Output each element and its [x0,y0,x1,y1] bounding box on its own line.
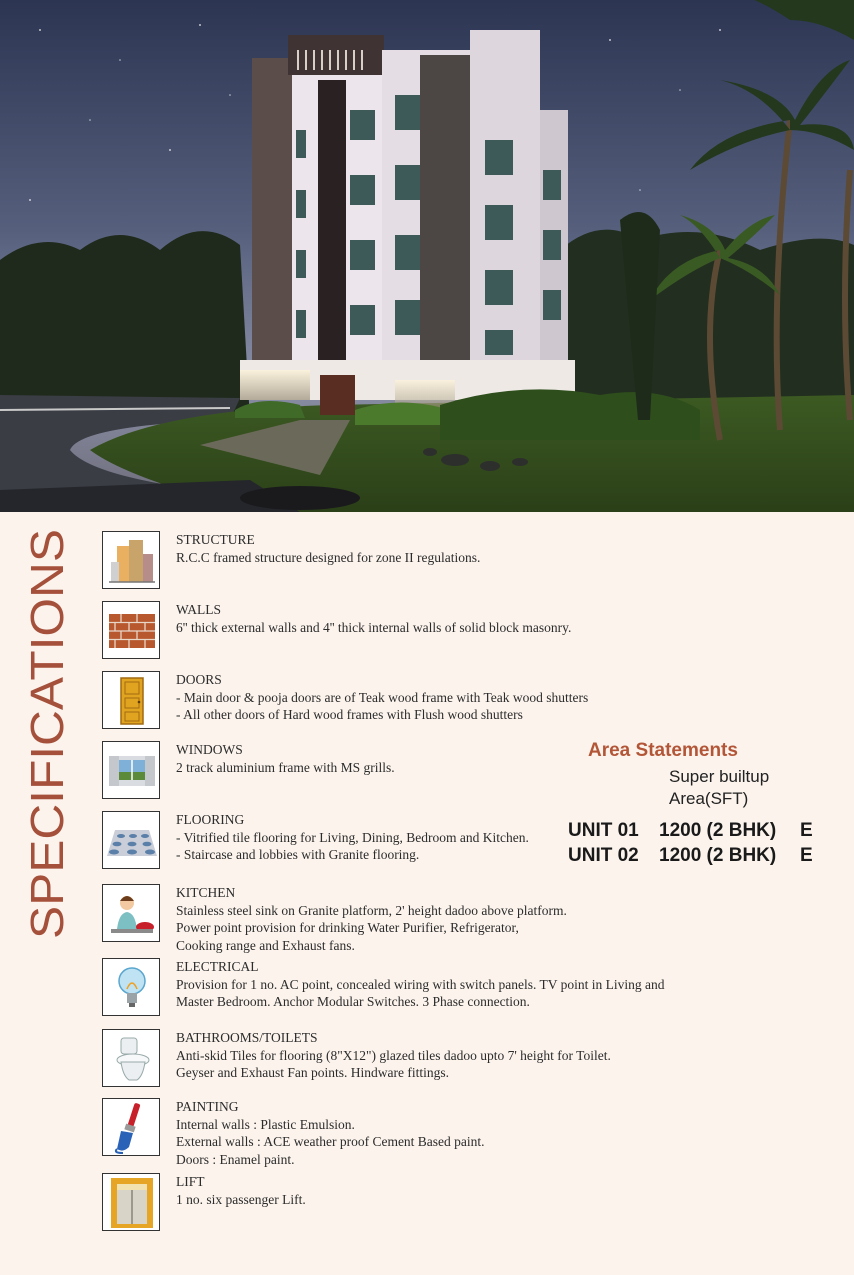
brick-wall-icon [102,601,160,659]
spec-electrical-text [176,958,736,1011]
spec-structure-text [176,531,736,566]
spec-title: WALLS [176,602,221,617]
spec-line: - Main door & pooja doors are of Teak wood frame with Teak wood shutters [176,689,589,705]
spec-line: Master Bedroom. Anchor Modular Switches. 3 Phase connection. [176,994,530,1009]
spec-walls-text [176,601,736,636]
door-icon [102,671,160,729]
unit-facing: E [800,845,813,866]
building-rendering [0,0,854,512]
spec-title: LIFT [176,1174,205,1189]
area-header-line2: Area(SFT) [669,789,749,808]
kitchen-icon [102,884,160,942]
spec-line: 6'' thick external walls and 4'' thick internal walls of solid block masonry. [176,619,572,635]
spec-title: KITCHEN [176,885,236,900]
spec-line: Stainless steel sink on Granite platform, 2' height dadoo above platform. [176,902,567,918]
spec-line: Anti-skid Tiles for flooring (8"X12") glazed tiles dadoo upto 7' height for Toilet. [176,1047,611,1063]
toilet-icon [102,1029,160,1087]
unit-facing: E [800,820,813,841]
spec-bathrooms-text [176,1029,736,1082]
specifications-heading [15,528,75,940]
spec-painting-text [176,1098,736,1168]
spec-kitchen-text [176,884,736,954]
spec-line: - All other doors of Hard wood frames with Flush wood shutters [176,707,523,722]
spec-title: BATHROOMS/TOILETS [176,1030,318,1045]
unit-area: 1200 (2 BHK) [659,845,777,866]
area-column-header [669,766,769,810]
spec-line: 2 track aluminium frame with MS grills. [176,759,395,775]
unit-area: 1200 (2 BHK) [659,820,777,841]
spec-doors-text [176,671,736,724]
spec-line: External walls : ACE weather proof Cement Based paint. [176,1134,485,1149]
spec-title: DOORS [176,672,222,687]
window-icon [102,741,160,799]
elevator-icon [102,1173,160,1231]
specifications-heading-text: SPECIFICATIONS [21,559,73,939]
spec-flooring-text [176,811,736,864]
area-statements-title: Area Statements [588,740,738,761]
unit-label: UNIT 02 [568,845,639,866]
spec-line: Cooking range and Exhaust fans. [176,937,355,953]
spec-line: Provision for 1 no. AC point, concealed wiring with switch panels. TV point in Living and [176,976,665,992]
building-icon [102,531,160,589]
spec-line: Power point provision for drinking Water Purifier, Refrigerator, [176,920,519,935]
floor-tile-icon [102,811,160,869]
spec-line: - Staircase and lobbies with Granite flooring. [176,847,420,862]
spec-line: 1 no. six passenger Lift. [176,1191,306,1207]
spec-title: STRUCTURE [176,532,255,547]
spec-title: FLOORING [176,812,245,827]
spec-line: - Vitrified tile flooring for Living, Dining, Bedroom and Kitchen. [176,829,529,845]
spec-lift-text [176,1173,736,1208]
spec-title: WINDOWS [176,742,243,757]
spec-title: ELECTRICAL [176,959,259,974]
unit-label: UNIT 01 [568,820,639,841]
spec-title: PAINTING [176,1099,239,1114]
spec-line: Doors : Enamel paint. [176,1151,295,1167]
spec-line: Internal walls : Plastic Emulsion. [176,1116,355,1132]
spec-line: R.C.C framed structure designed for zone II regulations. [176,549,481,565]
area-header-line1: Super builtup [669,767,770,786]
spec-line: Geyser and Exhaust Fan points. Hindware fittings. [176,1065,449,1080]
light-bulb-icon [102,958,160,1016]
paint-brush-icon [102,1098,160,1156]
